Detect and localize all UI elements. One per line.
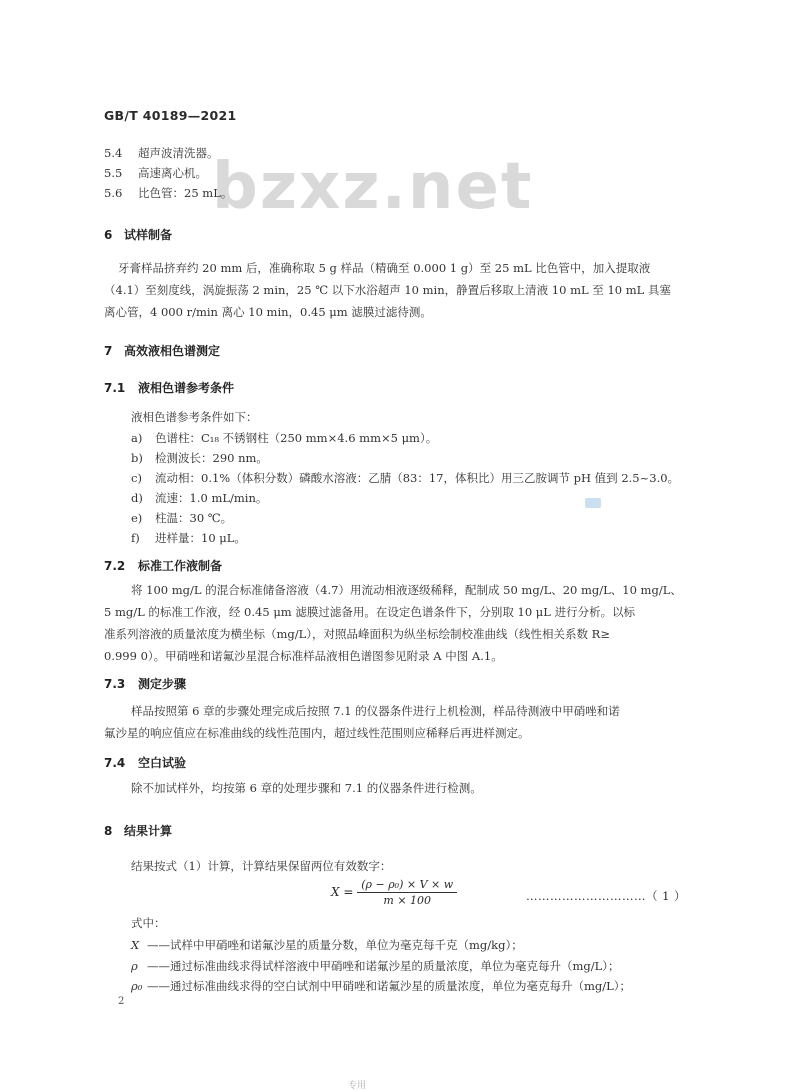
section-number: 7 [104,344,113,358]
condition-item: e) 柱温：30 ℃。 [131,511,233,525]
item-number: 5.4 [104,146,123,160]
condition-item: a) 色谱柱：C₁₈ 不锈钢柱（250 mm×4.6 mm×5 μm）。 [131,431,438,445]
text-line: 离心管，4 000 r/min 离心 10 min，0.45 μm 滤膜过滤待测。 [104,305,432,319]
section-6-heading [104,226,172,243]
item-5-4 [104,145,219,161]
section-title: 试样制备 [124,228,173,242]
text-line: 除不加试样外，均按第 6 章的处理步骤和 7.1 的仪器条件进行检测。 [131,781,482,795]
formula-intro: 结果按式（1）计算，计算结果保留两位有效数字： [131,859,392,873]
text-line: 氟沙星的响应值应在标准曲线的线性范围内，超过线性范围则应稀释后再进样测定。 [104,726,530,740]
item-5-5 [104,165,207,181]
text-line: 准系列溶液的质量浓度为横坐标（mg/L），对照品峰面积为纵坐标绘制校准曲线（线性相关系数 R≥ [104,627,610,641]
condition-item: f) 进样量：10 μL。 [131,531,246,545]
section-number: 7.1 [104,381,126,395]
section-7-1-intro: 液相色谱参考条件如下： [131,410,258,424]
item-number: 5.6 [104,186,123,200]
text-line: 将 100 mg/L 的混合标准储备溶液（4.7）用流动相液逐级稀释，配制成 50 mg/L、20 mg/L、10 mg/L、 [131,583,682,597]
section-7-4-heading [104,754,186,771]
item-number: 5.5 [104,166,123,180]
where-label: 式中： [131,916,166,930]
section-title: 高效液相色谱测定 [124,344,221,358]
section-7-3-heading [104,675,186,692]
section-7-heading [104,342,220,359]
page-number: 2 [118,996,125,1007]
formula-fraction [357,878,457,907]
section-7-1-heading [104,379,234,396]
section-8-heading [104,822,172,839]
section-title: 结果计算 [124,824,173,838]
scan-mark [585,498,601,508]
item-5-6 [104,185,232,201]
watermark: bzxz.net [212,150,534,224]
text-line: 牙膏样品挤弃约 20 mm 后，准确称取 5 g 样品（精确至 0.000 1 g）至 25 mL 比色管中，加入提取液 [118,261,651,275]
formula-denominator: m × 100 [383,894,432,907]
section-6-body [104,257,694,323]
condition-item: b) 检测波长：290 nm。 [131,451,268,465]
section-number: 7.4 [104,756,126,770]
text-line: 样品按照第 6 章的步骤处理完成后按照 7.1 的仪器条件进行上机检测，样品待测液中甲硝唑和诺 [131,704,620,718]
section-number: 6 [104,228,113,242]
text-line: 0.999 0）。甲硝唑和诺氟沙星混合标准样品液相色谱图参见附录 A 中图 A.1。 [104,649,503,663]
text-line: （4.1）至刻度线，涡旋振荡 2 min，25 ℃ 以下水浴超声 10 min，静置后移取上清液 10 mL 至 10 mL 具塞 [104,283,671,297]
text-line: 5 mg/L 的标准工作液，经 0.45 μm 滤膜过滤备用。在设定色谱条件下，分别取 10 μL 进行分析。以标 [104,605,636,619]
section-7-4-body [104,777,694,799]
formula-lhs: X = [331,885,354,899]
definition-row: X ——试样中甲硝唑和诺氟沙星的质量分数，单位为毫克每千克（mg/kg）； [131,938,523,952]
condition-item: d) 流速：1.0 mL/min。 [131,491,268,505]
footer-mark: 专用 [348,1081,367,1091]
section-number: 7.3 [104,677,126,691]
equation-number: …………………………（ 1 ） [526,889,687,903]
section-title: 标准工作液制备 [138,559,223,573]
item-text: 比色管：25 mL。 [138,186,233,200]
definition-row: ρ₀ ——通过标准曲线求得的空白试剂中甲硝唑和诺氟沙星的质量浓度，单位为毫克每升（mg/L）； [131,979,632,993]
formula-1 [331,878,457,907]
item-text: 超声波清洗器。 [138,146,219,160]
formula-numerator: (ρ − ρ₀) × V × w [357,878,457,893]
definition-row: ρ ——通过标准曲线求得试样溶液中甲硝唑和诺氟沙星的质量浓度，单位为毫克每升（mg/L）； [131,959,620,973]
condition-item: c) 流动相：0.1%（体积分数）磷酸水溶液：乙腈（83：17，体积比）用三乙胺调节 pH 值到 2.5~3.0。 [131,471,680,485]
section-title: 液相色谱参考条件 [138,381,235,395]
section-number: 8 [104,824,113,838]
section-title: 空白试验 [138,756,187,770]
section-title: 测定步骤 [138,677,187,691]
section-7-3-body [104,700,694,744]
section-number: 7.2 [104,559,126,573]
section-7-2-heading [104,557,222,574]
item-text: 高速离心机。 [138,166,207,180]
standard-number: GB/T 40189—2021 [104,108,237,123]
section-7-2-body [104,579,694,667]
